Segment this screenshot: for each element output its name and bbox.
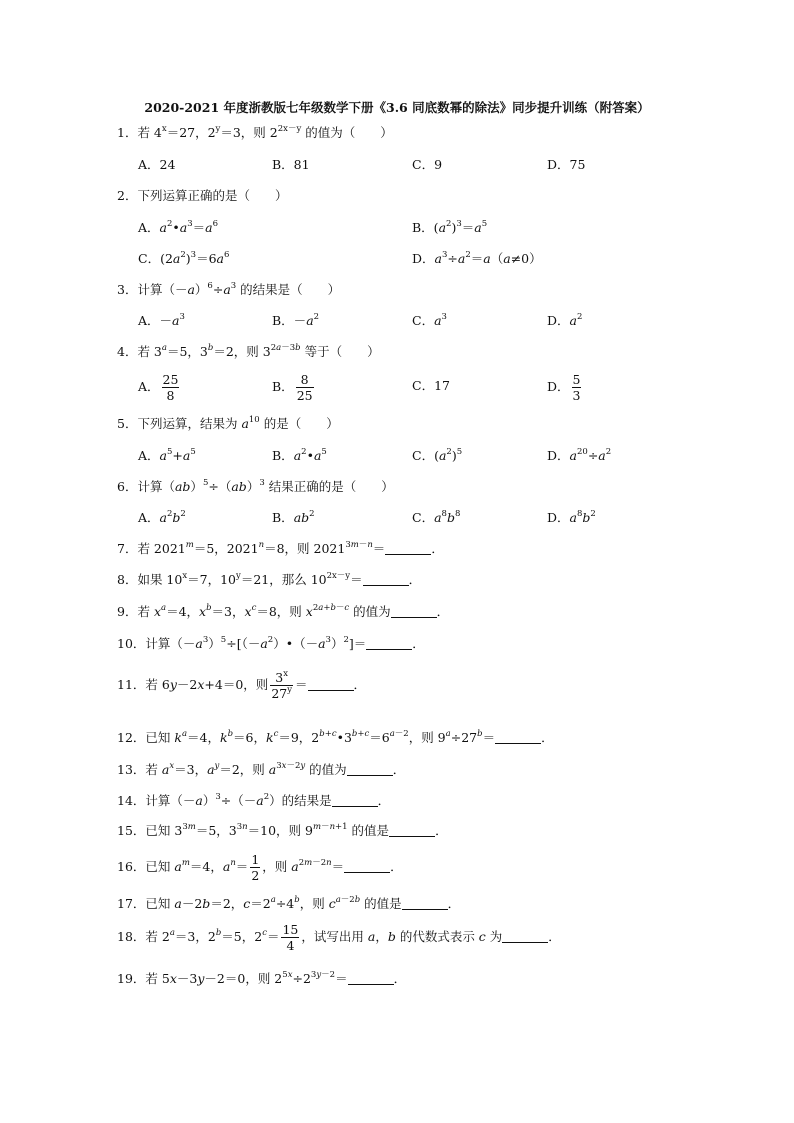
q5-option-c: C．$(a^2)^5$	[412, 447, 463, 463]
q3-option-a: A．$-a^3$	[138, 312, 185, 328]
question-9: 9．若 $x^a=4$，$x^b=3$，$x^c=8$，则 $x^{2a+b-c}$ 的值为 ．	[117, 603, 450, 619]
question-5: 5．下列运算，结果为 $a^{10}$ 的是（ ）	[117, 415, 339, 431]
question-6: 6．计算（ab）$^5$÷（ab）$^3$ 结果正确的是（ ）	[117, 478, 394, 494]
q1-option-c: C．9	[412, 157, 443, 172]
q1-option-d: D．75	[547, 157, 586, 172]
q5-option-a: A．$a^5+a^5$	[138, 447, 196, 463]
q3-option-b: B．$-a^2$	[272, 312, 320, 328]
question-18: 18．若 $2^a=3$，$2^b=5$，$2^c=$ $\frac{15}{4}$ ，试写出用 a，b 的代数式表示 c 为 ．	[117, 922, 561, 953]
question-17: 17．已知 a－2b＝2，$c=2^a\div 4^b$，则 $c^{a-2b}$ 的值是 ．	[117, 895, 461, 911]
q2-option-a: A．$a^2•a^3=a^6$	[138, 219, 219, 235]
q4-option-b: B． $\frac{8}{25}$	[272, 372, 313, 403]
q2-option-d: D．$a^3\div a^2=a(a\ne 0)$	[412, 250, 542, 266]
question-12: 12．已知 $k^a=4$，$k^b=6$，$k^c=9$，$2^{b+c}•3^{b+c}=6^{a-2}$，则 $9^a\div 27^b=$ ．	[117, 729, 554, 745]
question-8: 8．如果 $10^x=7$，$10^y=21$，那么 $10^{2x-y}=$ ．	[117, 571, 422, 587]
question-13: 13．若 $a^x=3$，$a^y=2$，则 $a^{3x-2y}$ 的值为 ．	[117, 761, 406, 777]
question-14: 14．计算$(-a)^3\div(-a^2)$的结果是 ．	[117, 792, 391, 808]
q6-option-d: D．$a^8b^2$	[547, 509, 596, 525]
q6-option-a: A．$a^2b^2$	[138, 509, 186, 525]
q4-option-a: A． $\frac{25}{8}$	[138, 372, 179, 403]
question-7: 7．若 $2021^m=5$，$2021^n=8$，则 $2021^{3m-n}=$ ．	[117, 540, 444, 556]
q4-option-c: C．17	[412, 378, 450, 393]
question-19: 19．若 5x－3y－2＝0，则 $2^{5x}\div 2^{3y-2}=$ ．	[117, 970, 407, 986]
question-10: 10．计算$(-a^3)^5\div[(-a^2)•(-a^3)^2]=$ ．	[117, 635, 425, 651]
question-16: 16．已知 $a^m=4$，$a^n=$ $\frac{1}{2}$ ，则 $a^{2m-2n}=$ ．	[117, 852, 403, 883]
question-3: 3．计算$(-a)^6\div a^3$ 的结果是（ ）	[117, 281, 341, 297]
q6-option-c: C．$a^8b^8$	[412, 509, 461, 525]
page-title: 2020-2021 年度浙教版七年级数学下册《3.6 同底数幂的除法》同步提升训练（附答案）	[144, 100, 650, 115]
q3-option-d: D．$a^2$	[547, 312, 583, 328]
q5-option-d: D．$a^{20}\div a^2$	[547, 447, 612, 463]
q2-option-b: B．$(a^2)^3=a^5$	[412, 219, 488, 235]
question-4: 4．若 $3^a=5$，$3^b=2$，则 $3^{2a-3b}$ 等于（ ）	[117, 343, 380, 359]
question-11: 11．若 6y－2x+4＝0，则 $\frac{3^x}{27^y}$ ＝ ．	[117, 669, 367, 701]
q1-option-b: B．81	[272, 157, 310, 172]
question-15: 15．已知 $3^{3m}=5$，$3^{3n}=10$，则 $9^{m-n+1}$ 的值是 ．	[117, 822, 448, 838]
q2-option-c: C．$(2a^2)^3=6a^6$	[138, 250, 230, 266]
question-1: 1．若 $4^x=27$，$2^y=3$，则 $2^{2x-y}$ 的值为（ ）	[117, 124, 393, 140]
q4-option-d: D． $\frac{5}{3}$	[547, 372, 581, 403]
q3-option-c: C．$a^3$	[412, 312, 447, 328]
q1-option-a: A．24	[138, 157, 176, 172]
q6-option-b: B．$ab^2$	[272, 509, 315, 525]
q5-option-b: B．$a^2•a^5$	[272, 447, 327, 463]
question-2: 2．下列运算正确的是（ ）	[117, 188, 288, 203]
